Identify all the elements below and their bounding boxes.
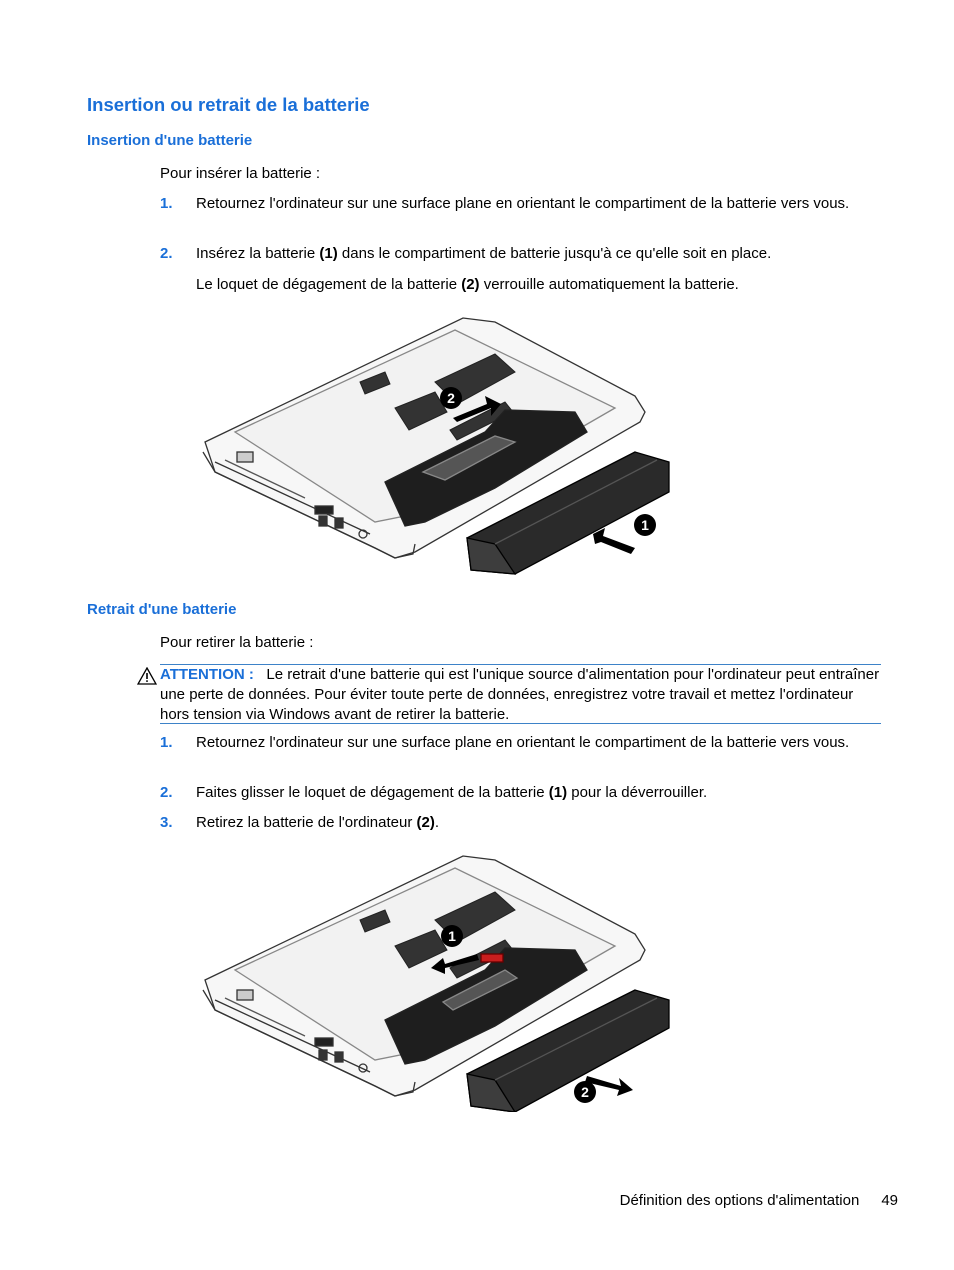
step-text: Retournez l'ordinateur sur une surface plane en orientant le compartiment de la batterie vers vous. — [196, 734, 850, 751]
step-text: Retournez l'ordinateur sur une surface plane en orientant le compartiment de la batterie vers vous. — [196, 195, 850, 212]
callout-2: 2 — [581, 1084, 589, 1100]
warning-icon — [137, 667, 157, 685]
step-number: 1. — [160, 734, 173, 751]
battery-insertion-illustration — [195, 312, 675, 580]
footer-title: Définition des options d'alimentation — [619, 1192, 860, 1209]
page-number: 49 — [881, 1192, 898, 1209]
step-number: 2. — [160, 784, 173, 801]
insert-note: Le loquet de dégagement de la batterie (2) verrouille automatiquement la batterie. — [196, 276, 739, 293]
step-text: Insérez la batterie (1) dans le compartiment de batterie jusqu'à ce qu'elle soit en place. — [196, 245, 772, 262]
step-number: 2. — [160, 245, 173, 262]
section-title: Insertion ou retrait de la batterie — [87, 94, 370, 115]
caution-box — [160, 664, 881, 724]
insert-heading: Insertion d'une batterie — [87, 132, 253, 149]
caution-text: ATTENTION : Le retrait d'une batterie qui est l'unique source d'alimentation pour l'ordinateur peut entraîner une perte de données. Pour éviter toute perte de données, enregistrez votre travail et mettez l'ordinateur hors tension via Windows avant de retirer la batterie. — [160, 666, 880, 723]
callout-1: 1 — [448, 928, 456, 944]
step-number: 3. — [160, 814, 173, 831]
battery-removal-illustration — [195, 850, 675, 1112]
callout-2: 2 — [447, 390, 455, 406]
insert-intro: Pour insérer la batterie : — [160, 165, 321, 182]
step-text: Retirez la batterie de l'ordinateur (2). — [196, 814, 439, 831]
caution-label: ATTENTION : — [160, 666, 254, 683]
step-text: Faites glisser le loquet de dégagement de la batterie (1) pour la déverrouiller. — [196, 784, 708, 801]
page-footer — [560, 1191, 898, 1211]
step-number: 1. — [160, 195, 173, 212]
remove-intro: Pour retirer la batterie : — [160, 634, 314, 651]
callout-1: 1 — [641, 517, 649, 533]
remove-heading: Retrait d'une batterie — [87, 601, 237, 618]
